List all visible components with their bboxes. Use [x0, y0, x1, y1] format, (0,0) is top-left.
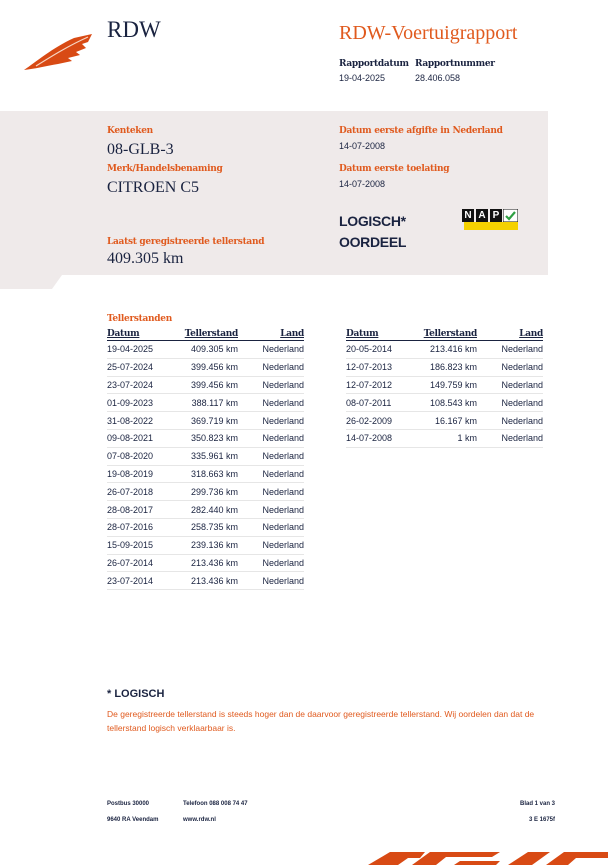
cell-date: 07-08-2020 [107, 447, 167, 465]
cell-country: Nederland [238, 572, 304, 590]
table-row [107, 358, 304, 376]
cell-date: 20-05-2014 [346, 341, 406, 359]
cell-country: Nederland [238, 518, 304, 536]
table-row [346, 358, 543, 376]
cell-date: 15-09-2015 [107, 536, 167, 554]
cell-odometer: 149.759 km [406, 376, 477, 394]
cell-odometer: 213.436 km [167, 554, 238, 572]
table-row [346, 376, 543, 394]
cell-date: 09-08-2021 [107, 429, 167, 447]
table-row [346, 412, 543, 430]
cell-date: 12-07-2012 [346, 376, 406, 394]
cell-date: 08-07-2011 [346, 394, 406, 412]
table-row [107, 447, 304, 465]
cell-country: Nederland [477, 358, 543, 376]
footer-phone: Telefoon 088 008 74 47 [183, 801, 248, 807]
table-row [346, 341, 543, 359]
footer-page: Blad 1 van 3 [519, 801, 555, 807]
table-row [346, 429, 543, 447]
cell-country: Nederland [477, 394, 543, 412]
cell-country: Nederland [477, 429, 543, 447]
cell-odometer: 239.136 km [167, 536, 238, 554]
footer-web: www.rdw.nl [183, 817, 216, 823]
cell-odometer: 213.416 km [406, 341, 477, 359]
col-date-header: Datum [107, 328, 167, 341]
cell-date: 23-07-2024 [107, 376, 167, 394]
table-row [107, 501, 304, 519]
footer-code: 3 E 1675f [528, 817, 555, 823]
report-date: 19-04-2025 [339, 73, 386, 83]
cell-country: Nederland [477, 412, 543, 430]
cell-date: 19-04-2025 [107, 341, 167, 359]
cell-country: Nederland [238, 447, 304, 465]
cell-date: 28-08-2017 [107, 501, 167, 519]
plate-value: 08-GLB-3 [107, 141, 174, 158]
table-row [107, 341, 304, 359]
cell-date: 19-08-2019 [107, 465, 167, 483]
cell-country: Nederland [238, 412, 304, 430]
cell-odometer: 388.117 km [167, 394, 238, 412]
table-row [107, 465, 304, 483]
cell-country: Nederland [238, 501, 304, 519]
cell-odometer: 318.663 km [167, 465, 238, 483]
make-label: Merk/Handelsbenaming [107, 164, 223, 174]
cell-country: Nederland [477, 341, 543, 359]
table-row [107, 376, 304, 394]
cell-date: 31-08-2022 [107, 412, 167, 430]
report-title: RDW-Voertuigrapport [339, 22, 518, 44]
nap-yellow-strip [464, 222, 518, 230]
note-text: De geregistreerde tellerstand is steeds hoger dan de daarvoor geregistreerde tellerstand. Wij oordelen dan dat de tellerstand logisch verklaarbaar is. [107, 709, 535, 733]
cell-odometer: 299.736 km [167, 483, 238, 501]
table-row [107, 536, 304, 554]
rdw-logo [22, 28, 96, 72]
footer-postbus: Postbus 30000 [107, 801, 150, 807]
table-row [107, 394, 304, 412]
table-row [346, 394, 543, 412]
col-odometer-header: Tellerstand [406, 328, 477, 341]
cell-odometer: 258.735 km [167, 518, 238, 536]
nap-logo [462, 209, 518, 231]
footer-city: 9640 RA Veendam [107, 817, 159, 823]
table-row [107, 518, 304, 536]
cell-date: 25-07-2024 [107, 358, 167, 376]
cell-country: Nederland [238, 536, 304, 554]
cell-odometer: 350.823 km [167, 429, 238, 447]
report-date-label: Rapportdatum [339, 59, 409, 69]
cell-odometer: 399.456 km [167, 376, 238, 394]
cell-odometer: 108.543 km [406, 394, 477, 412]
col-country-header: Land [238, 328, 304, 341]
cell-country: Nederland [238, 483, 304, 501]
last-odometer-label: Laatst geregistreerde tellerstand [107, 237, 265, 247]
cell-date: 28-07-2016 [107, 518, 167, 536]
summary-panel-tail [0, 275, 548, 289]
cell-odometer: 399.456 km [167, 358, 238, 376]
first-issue-nl-value: 14-07-2008 [339, 141, 386, 151]
cell-country: Nederland [238, 429, 304, 447]
report-number-label: Rapportnummer [415, 59, 495, 69]
cell-country: Nederland [238, 341, 304, 359]
nap-letter-n: N [462, 209, 474, 222]
cell-country: Nederland [477, 376, 543, 394]
make-value: CITROEN C5 [107, 179, 199, 196]
cell-odometer: 186.823 km [406, 358, 477, 376]
note-title: * LOGISCH [107, 688, 165, 700]
cell-country: Nederland [238, 465, 304, 483]
cell-date: 01-09-2023 [107, 394, 167, 412]
cell-date: 23-07-2014 [107, 572, 167, 590]
last-odometer-value: 409.305 km [107, 250, 184, 267]
cell-odometer: 369.719 km [167, 412, 238, 430]
cell-country: Nederland [238, 394, 304, 412]
cell-odometer: 409.305 km [167, 341, 238, 359]
verdict-line1: LOGISCH* [339, 213, 406, 229]
cell-country: Nederland [238, 554, 304, 572]
nap-letter-p: P [490, 209, 502, 222]
cell-date: 12-07-2013 [346, 358, 406, 376]
cell-date: 14-07-2008 [346, 429, 406, 447]
cell-odometer: 16.167 km [406, 412, 477, 430]
table-row [107, 554, 304, 572]
readings-table-right [346, 328, 543, 448]
first-admission-value: 14-07-2008 [339, 179, 386, 189]
table-row [107, 412, 304, 430]
cell-odometer: 213.436 km [167, 572, 238, 590]
footer-stripes-graphic [350, 848, 608, 865]
cell-date: 26-07-2014 [107, 554, 167, 572]
readings-title: Tellerstanden [107, 314, 172, 324]
cell-date: 26-02-2009 [346, 412, 406, 430]
readings-table-left [107, 328, 304, 590]
report-number: 28.406.058 [415, 73, 461, 83]
table-row [107, 429, 304, 447]
col-odometer-header: Tellerstand [167, 328, 238, 341]
cell-country: Nederland [238, 376, 304, 394]
plate-label: Kenteken [107, 126, 153, 136]
cell-date: 26-07-2018 [107, 483, 167, 501]
col-country-header: Land [477, 328, 543, 341]
first-issue-nl-label: Datum eerste afgifte in Nederland [339, 126, 503, 136]
cell-odometer: 282.440 km [167, 501, 238, 519]
verdict-line2: OORDEEL [339, 234, 407, 250]
first-admission-label: Datum eerste toelating [339, 164, 450, 174]
cell-country: Nederland [238, 358, 304, 376]
cell-odometer: 335.961 km [167, 447, 238, 465]
table-row [107, 483, 304, 501]
cell-odometer: 1 km [406, 429, 477, 447]
nap-letter-a: A [476, 209, 488, 222]
checkmark-icon [503, 209, 518, 222]
brand-name: RDW [107, 17, 161, 42]
table-row [107, 572, 304, 590]
col-date-header: Datum [346, 328, 406, 341]
